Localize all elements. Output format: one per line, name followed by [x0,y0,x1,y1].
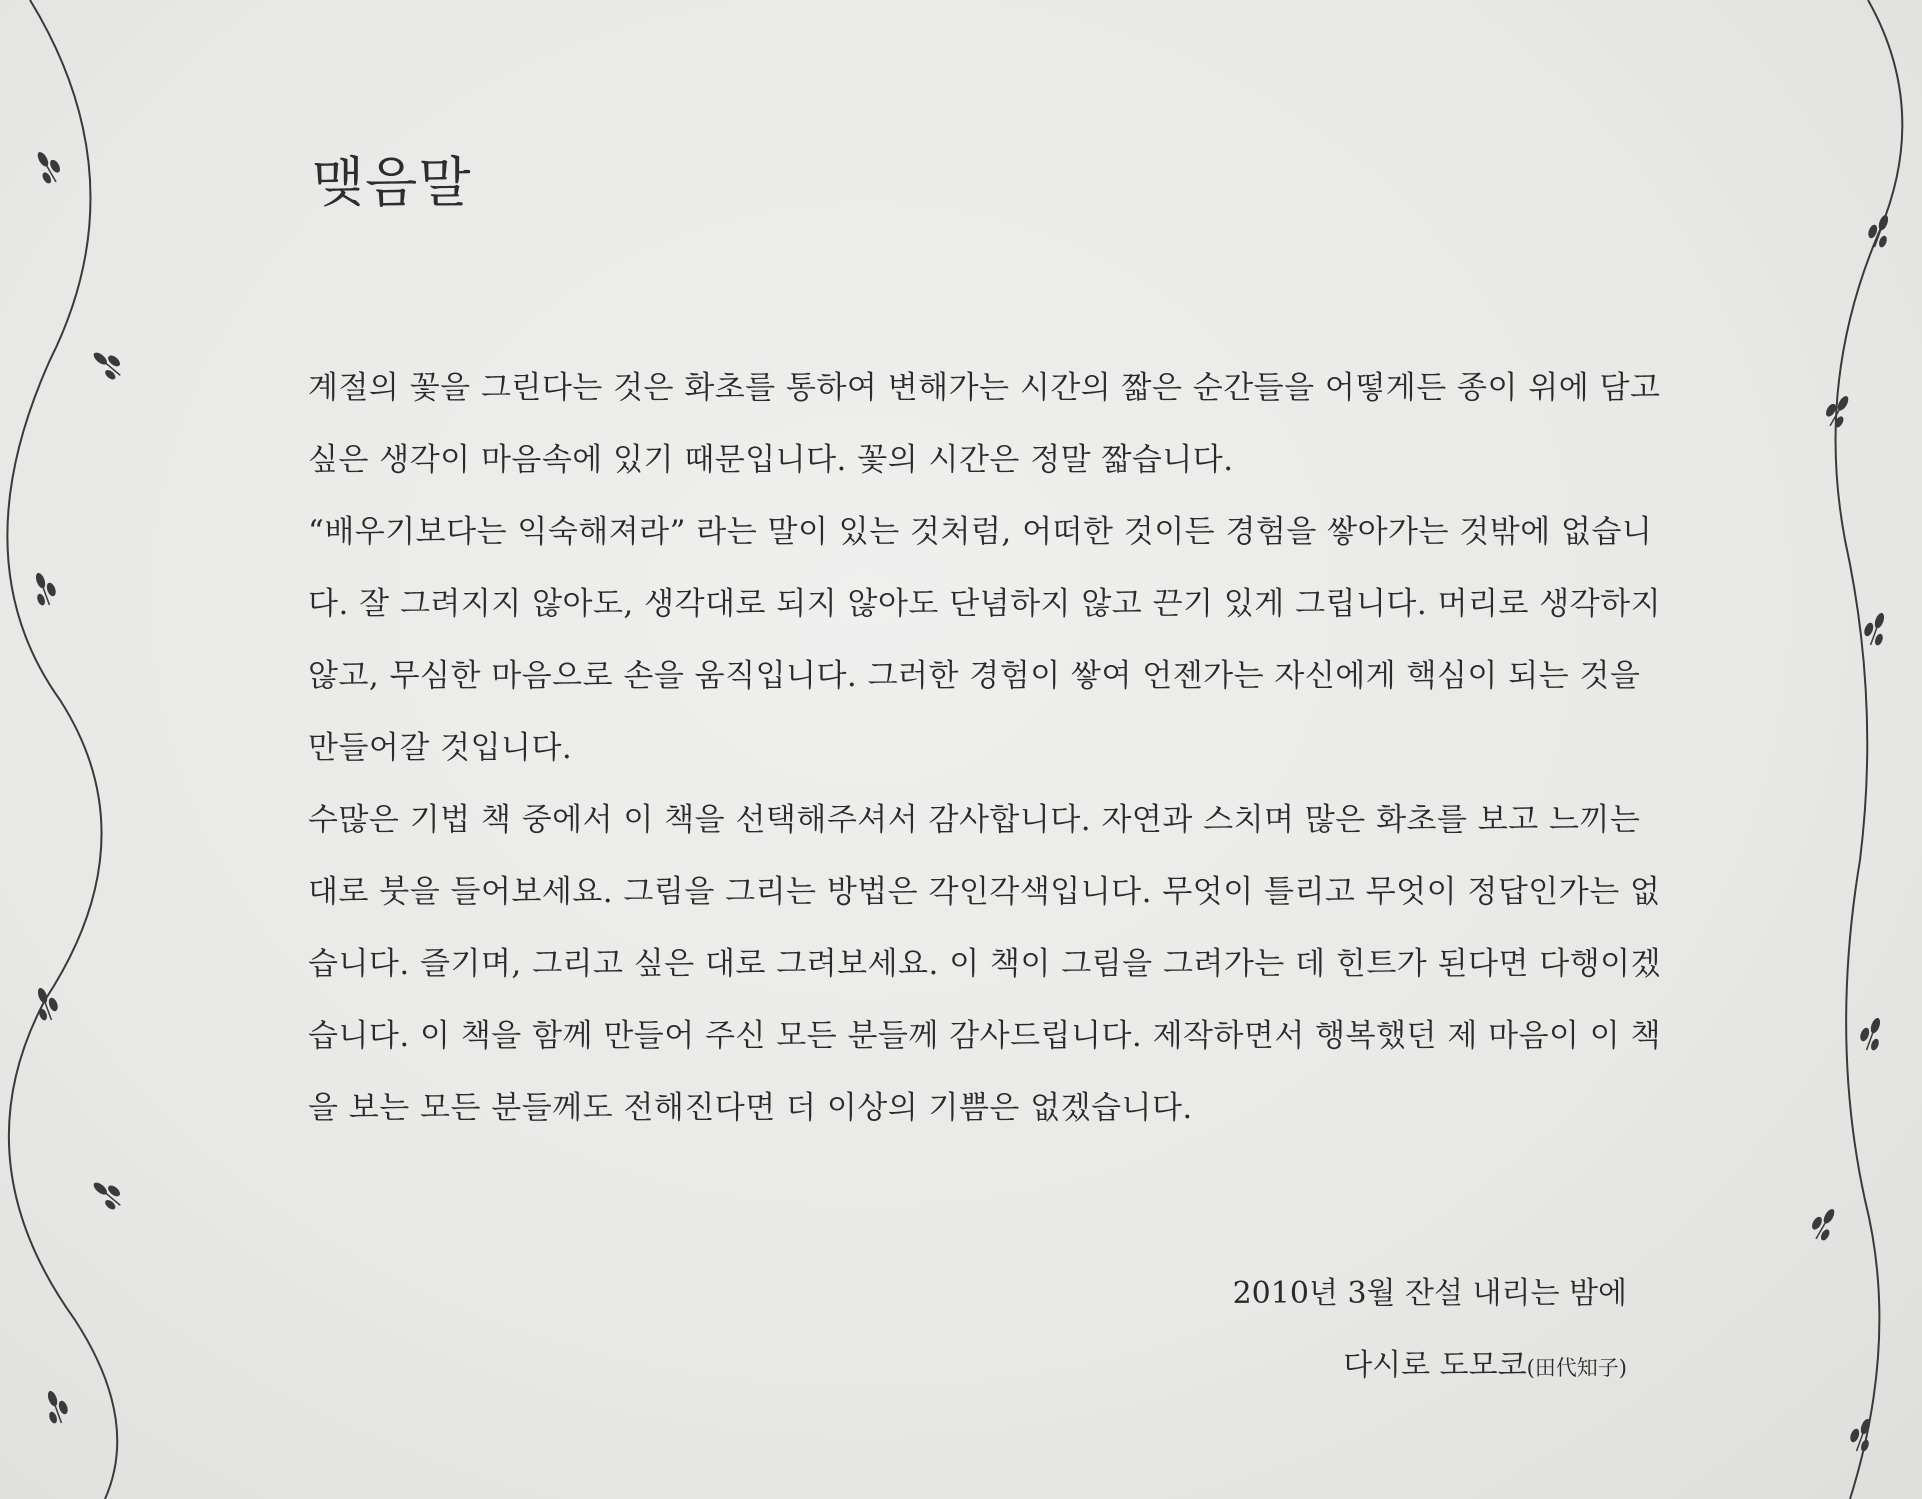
text-line: 않고, 무심한 마음으로 손을 움직입니다. 그러한 경험이 쌓여 언젠가는 자신에게 핵심이 되는 것을 [308,658,1641,694]
author-hanja: (田代知子) [1526,1356,1627,1380]
text-line: 수많은 기법 책 중에서 이 책을 선택해주셔서 감사합니다. 자연과 스치며 많은 화초를 보고 느끼는 [308,802,1641,838]
text-line: 을 보는 모든 분들께도 전해진다면 더 이상의 기쁨은 없겠습니다. [308,1090,1193,1126]
leaf-sprig-icon [88,345,127,383]
signature-block [1233,1258,1627,1402]
text-line: “배우기보다는 익숙해져라” 라는 말이 있는 것처럼, 어떠한 것이든 경험을 쌓아가는 것밖에 없습니 [308,514,1653,550]
text-line: 대로 붓을 들어보세요. 그림을 그리는 방법은 각인각색입니다. 무엇이 틀리고 무엇이 정답인가는 없 [308,874,1661,910]
leaf-sprig-icon [1806,1204,1841,1244]
leaf-sprig-icon [88,1175,127,1213]
leaf-sprig-icon [1860,609,1891,648]
leaf-sprig-icon [1856,1014,1887,1053]
leaf-sprig-icon [29,569,60,608]
page-title: 맺음말 [312,151,472,214]
text-line: 습니다. 이 책을 함께 만들어 주신 모든 분들께 감사드립니다. 제작하면서 행복했던 제 마음이 이 책 [308,1018,1662,1054]
left-scallop-line [7,0,117,1499]
leaf-sprig-icon [41,1387,72,1426]
text-line: 다. 잘 그려지지 않아도, 생각대로 되지 않아도 단념하지 않고 끈기 있게 그립니다. 머리로 생각하지 [308,586,1662,622]
text-line: 계절의 꽃을 그린다는 것은 화초를 통하여 변해가는 시간의 짧은 순간들을 어떻게든 종이 위에 담고 [308,370,1661,406]
text-line: 만들어갈 것입니다. [308,730,573,766]
text-line: 습니다. 즐기며, 그리고 싶은 대로 그려보세요. 이 책이 그림을 그려가는 데 힌트가 된다면 다행이겠 [308,946,1662,982]
right-scallop-line [1836,0,1903,1499]
leaf-sprig-icon [31,147,66,187]
text-line: 싶은 생각이 마음속에 있기 때문입니다. 꽃의 시간은 정말 짧습니다. [308,442,1234,478]
author-name: 다시로 도모코 [1343,1348,1527,1383]
leaf-sprig-icon [1846,1415,1877,1454]
signature-author [1233,1330,1627,1402]
body-text [308,352,1678,1144]
signature-date: 2010년 3월 잔설 내리는 밤에 [1232,1276,1627,1311]
